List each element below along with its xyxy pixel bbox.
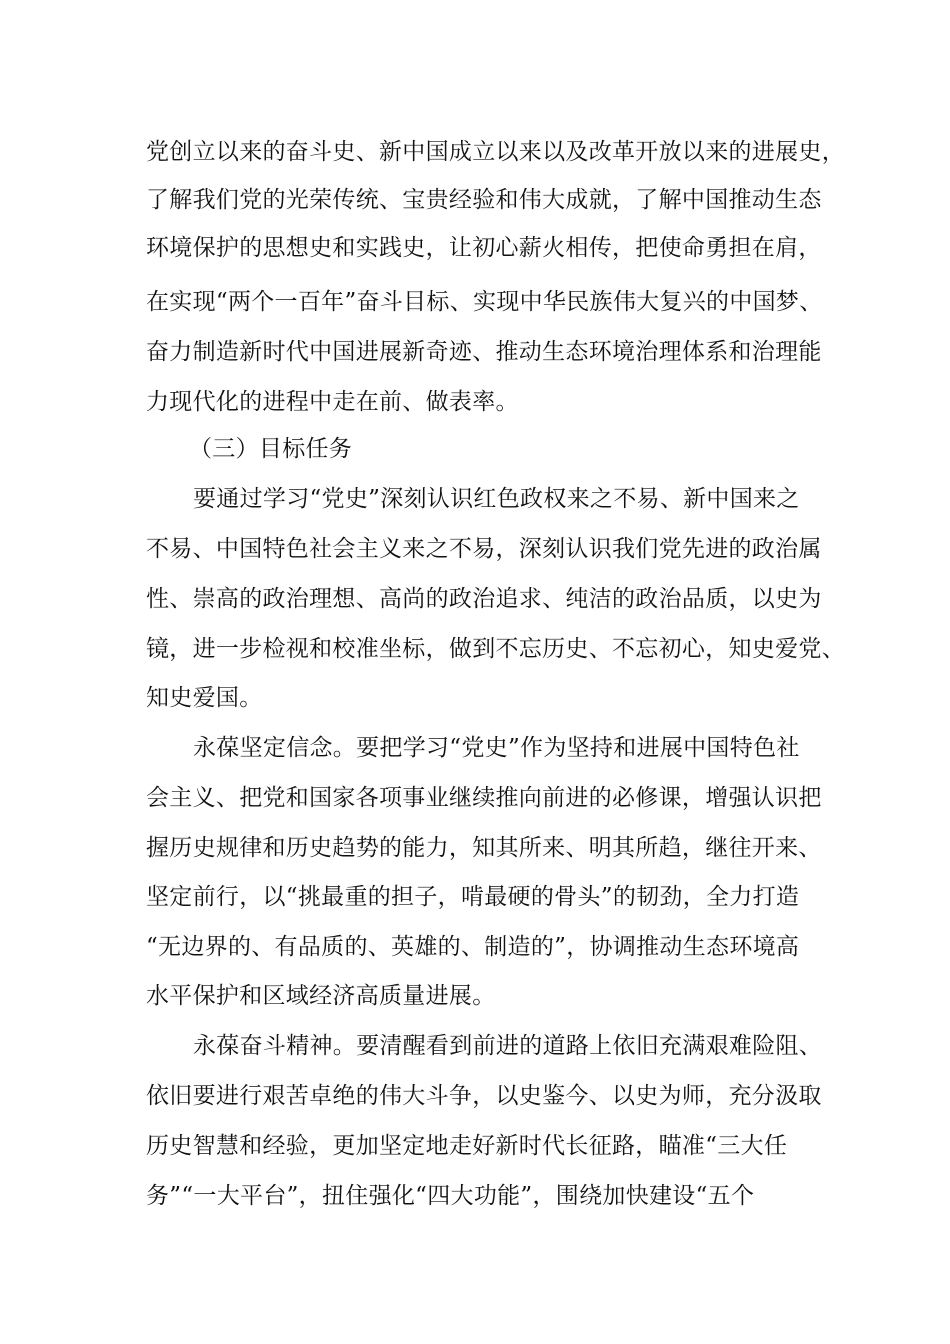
- text-line: 性、崇高的政治理想、高尚的政治追求、纯洁的政治品质，以史为: [146, 586, 822, 612]
- text-line: 历史智慧和经验，更加坚定地走好新时代长征路，瞄准“三大任: [146, 1133, 788, 1159]
- text-line: 奋力制造新时代中国进展新奇迹、推动生态环境治理体系和治理能: [146, 339, 822, 365]
- text-line: 镜，进一步检视和校准坐标，做到不忘历史、不忘初心，知史爱党、: [146, 636, 845, 662]
- text-line: 力现代化的进程中走在前、做表率。: [146, 389, 519, 415]
- text-line: 务”“一大平台”，扭住强化“四大功能”，围绕加快建设“五个: [146, 1183, 755, 1209]
- text-line: 依旧要进行艰苦卓绝的伟大斗争，以史鉴今、以史为师，充分汲取: [146, 1083, 822, 1109]
- text-line: 永葆坚定信念。要把学习“党史”作为坚持和进展中国特色社: [193, 735, 800, 761]
- text-line: 要通过学习“党史”深刻认识红色政权来之不易、新中国来之: [193, 486, 800, 512]
- text-line: 环境保护的思想史和实践史，让初心薪火相传，把使命勇担在肩，: [146, 235, 822, 261]
- text-line: 知史爱国。: [146, 685, 263, 711]
- text-line: 在实现“两个一百年”奋斗目标、实现中华民族伟大复兴的中国梦、: [146, 289, 823, 315]
- text-line: 坚定前行，以“挑最重的担子，啃最硬的骨头”的韧劲，全力打造: [146, 884, 800, 910]
- text-line: “无边界的、有品质的、英雄的、制造的”，协调推动生态环境高: [146, 934, 800, 960]
- text-line: 握历史规律和历史趋势的能力，知其所来、明其所趋，继往开来、: [146, 835, 822, 861]
- section-heading: （三）目标任务: [189, 436, 353, 462]
- text-line: 党创立以来的奋斗史、新中国成立以来以及改革开放以来的进展史，: [146, 139, 845, 165]
- text-line: 永葆奋斗精神。要清醒看到前进的道路上依旧充满艰难险阻、: [193, 1033, 823, 1059]
- text-line: 了解我们党的光荣传统、宝贵经验和伟大成就，了解中国推动生态: [146, 187, 822, 213]
- text-line: 会主义、把党和国家各项事业继续推向前进的必修课，增强认识把: [146, 785, 822, 811]
- text-line: 不易、中国特色社会主义来之不易，深刻认识我们党先进的政治属: [146, 536, 822, 562]
- text-line: 水平保护和区域经济高质量进展。: [146, 983, 496, 1009]
